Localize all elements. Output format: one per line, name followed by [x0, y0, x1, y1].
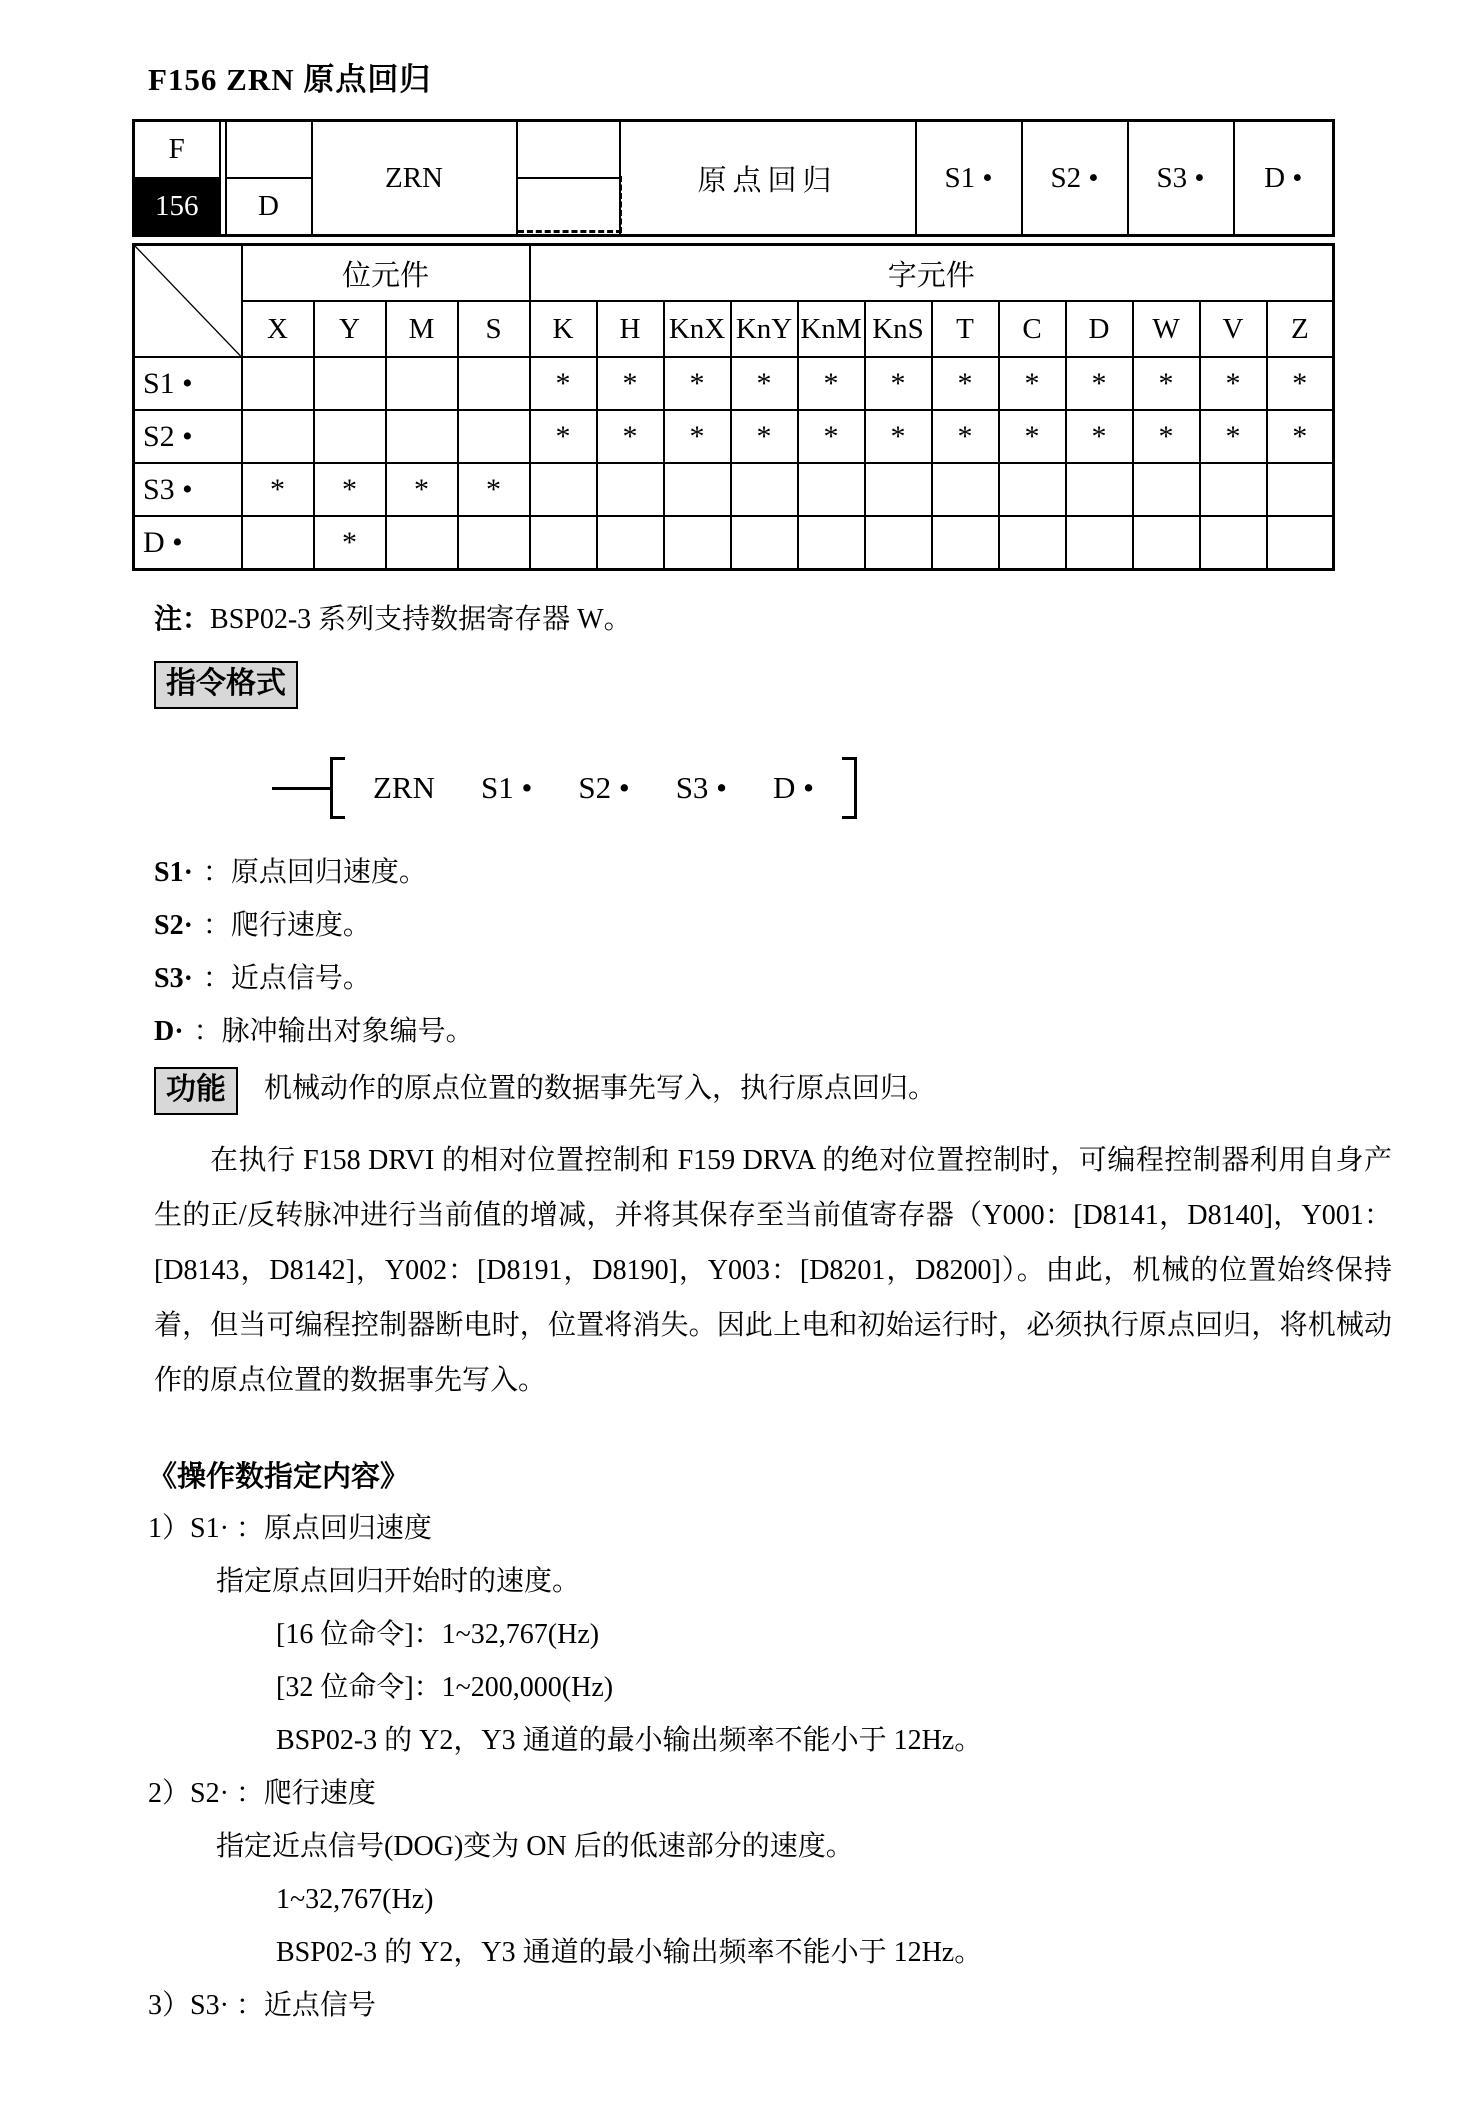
device-column-headers — [134, 301, 1334, 357]
param-desc: ：脉冲输出对象编号。 — [193, 1016, 474, 1047]
col-header-s: S — [458, 301, 530, 357]
function-section-label: 功能 — [154, 1067, 238, 1115]
col-header-h: H — [597, 301, 664, 357]
device-cell — [664, 516, 731, 570]
note-text: BSP02-3 系列支持数据寄存器 W。 — [210, 604, 632, 635]
device-cell: * — [865, 410, 932, 463]
col-header-knm: KnM — [798, 301, 865, 357]
device-cell — [798, 463, 865, 516]
param-desc: ：爬行速度。 — [202, 910, 371, 941]
device-cell — [386, 357, 458, 410]
device-cell — [597, 516, 664, 570]
function-paragraph: 在执行 F158 DRVI 的相对位置控制和 F159 DRVA 的绝对位置控制时，可编程控制器利用自身产生的正/反转脉冲进行当前值的增减，并将其保存至当前值寄存器（Y000：[D8141，D8140]，Y001：[D8143，D8142]，Y002：[D8191，D8190]，Y003：[D8201，D8200]）。由此，机械的位置始终保持着，但当可编程控制器断电时，位置将消失。因此上电和初始运行时，必须执行原点回归，将机械动作的原点位置的数据事先写入。 — [154, 1145, 1392, 1396]
device-cell — [314, 357, 386, 410]
ladder-operand-s1: S1 • — [481, 770, 533, 805]
note-label: 注： — [154, 604, 211, 635]
device-cell: * — [731, 357, 798, 410]
device-cell: * — [1267, 410, 1334, 463]
device-cell: * — [314, 516, 386, 570]
device-cell — [1133, 463, 1200, 516]
device-cell: * — [314, 463, 386, 516]
instruction-header-table — [132, 119, 1332, 237]
note — [154, 597, 1394, 637]
col-header-y: Y — [314, 301, 386, 357]
param-desc: ：原点回归速度。 — [202, 857, 427, 888]
ladder-wire — [272, 787, 330, 790]
device-cell — [999, 516, 1066, 570]
col-header-d: D — [1066, 301, 1133, 357]
device-cell — [865, 516, 932, 570]
operand-item-line: BSP02-3 的 Y2，Y3 通道的最小输出频率不能小于 12Hz。 — [276, 1937, 983, 1968]
device-cell — [386, 516, 458, 570]
dword-flag-cell: D — [226, 178, 312, 236]
device-cell: * — [798, 410, 865, 463]
device-cell — [1066, 463, 1133, 516]
device-row-s2 — [134, 410, 1334, 463]
col-header-c: C — [999, 301, 1066, 357]
col-header-kny: KnY — [731, 301, 798, 357]
col-header-z: Z — [1267, 301, 1334, 357]
operand-item-2 — [132, 1774, 1394, 1972]
operand-header-d: D • — [1234, 121, 1334, 236]
device-cell — [731, 463, 798, 516]
device-row-d — [134, 516, 1334, 570]
device-cell: * — [999, 357, 1066, 410]
device-cell: * — [242, 463, 314, 516]
operand-item-title: 2）S2· ：爬行速度 — [148, 1778, 376, 1809]
ladder-operand-s3: S3 • — [675, 770, 728, 805]
device-cell — [597, 463, 664, 516]
device-cell — [386, 410, 458, 463]
operand-item-line: 指定原点回归开始时的速度。 — [216, 1566, 581, 1597]
operand-item-line: [16 位命令]：1~32,767(Hz) — [276, 1619, 600, 1650]
device-cell — [1200, 516, 1267, 570]
diagonal-header-cell — [134, 245, 242, 358]
param-label: S3· — [154, 963, 193, 994]
device-row-s3 — [134, 463, 1334, 516]
param-s1 — [154, 855, 1394, 891]
col-header-kns: KnS — [865, 301, 932, 357]
device-cell — [458, 410, 530, 463]
operand-item-line: BSP02-3 的 Y2，Y3 通道的最小输出频率不能小于 12Hz。 — [276, 1725, 983, 1756]
device-cell — [242, 410, 314, 463]
bit-device-group-header: 位元件 — [242, 245, 530, 302]
operand-header-s2: S2 • — [1022, 121, 1128, 236]
device-cell: * — [386, 463, 458, 516]
device-cell: * — [798, 357, 865, 410]
device-table — [132, 243, 1335, 571]
operand-header-s3: S3 • — [1128, 121, 1234, 236]
operand-item-1 — [132, 1509, 1394, 1760]
device-cell: * — [865, 357, 932, 410]
operand-item-line: 1~32,767(Hz) — [276, 1884, 434, 1915]
device-cell: * — [530, 410, 597, 463]
operand-descriptions — [154, 855, 1394, 1050]
mnemonic-cell: ZRN — [312, 121, 517, 236]
device-cell — [1133, 516, 1200, 570]
operand-item-line: [32 位命令]：1~200,000(Hz) — [276, 1672, 614, 1703]
device-cell — [664, 463, 731, 516]
device-cell — [458, 357, 530, 410]
col-header-x: X — [242, 301, 314, 357]
col-header-v: V — [1200, 301, 1267, 357]
param-s2 — [154, 908, 1394, 944]
col-header-m: M — [386, 301, 458, 357]
device-cell: * — [999, 410, 1066, 463]
operand-item-title: 1）S1· ：原点回归速度 — [148, 1513, 432, 1544]
device-cell — [999, 463, 1066, 516]
device-cell: * — [664, 410, 731, 463]
device-cell — [314, 410, 386, 463]
row-label-s1: S1 • — [134, 357, 242, 410]
format-section-label: 指令格式 — [154, 661, 298, 709]
function-summary: 机械动作的原点位置的数据事先写入，执行原点回归。 — [264, 1073, 937, 1104]
device-cell: * — [664, 357, 731, 410]
diagonal-line-icon — [135, 246, 241, 356]
device-cell — [932, 463, 999, 516]
operand-item-3 — [132, 1986, 1394, 2025]
instruction-name-cell: 原点回归 — [620, 121, 916, 236]
device-cell — [242, 357, 314, 410]
device-cell: * — [458, 463, 530, 516]
col-header-knx: KnX — [664, 301, 731, 357]
pulse-flag-empty-cell — [517, 121, 620, 179]
col-header-t: T — [932, 301, 999, 357]
param-label: S2· — [154, 910, 193, 941]
device-cell — [242, 516, 314, 570]
device-cell — [798, 516, 865, 570]
device-cell: * — [1200, 410, 1267, 463]
device-cell: * — [597, 357, 664, 410]
param-label: S1· — [154, 857, 193, 888]
device-cell: * — [1133, 357, 1200, 410]
device-cell — [731, 516, 798, 570]
device-cell — [530, 463, 597, 516]
device-row-s1 — [134, 357, 1334, 410]
right-bracket-icon — [842, 757, 857, 819]
device-cell: * — [932, 410, 999, 463]
operand-item-line: 指定近点信号(DOG)变为 ON 后的低速部分的速度。 — [216, 1831, 854, 1862]
row-label-d: D • — [134, 516, 242, 570]
func-letter-cell: F — [134, 121, 220, 179]
param-desc: ：近点信号。 — [202, 963, 371, 994]
row-label-s3: S3 • — [134, 463, 242, 516]
operand-header-s1: S1 • — [916, 121, 1022, 236]
left-bracket-icon — [330, 757, 345, 819]
pulse-variant-cell — [517, 178, 620, 236]
device-cell: * — [932, 357, 999, 410]
func-number-cell: 156 — [134, 178, 220, 236]
param-s3 — [154, 961, 1394, 997]
function-section — [154, 1067, 1394, 1115]
device-cell: * — [1200, 357, 1267, 410]
param-d — [154, 1014, 1394, 1050]
device-cell — [932, 516, 999, 570]
device-cell — [1267, 463, 1334, 516]
ladder-operand-d: D • — [773, 770, 815, 805]
device-cell: * — [597, 410, 664, 463]
device-cell — [530, 516, 597, 570]
col-header-w: W — [1133, 301, 1200, 357]
device-cell: * — [731, 410, 798, 463]
col-header-k: K — [530, 301, 597, 357]
device-cell: * — [1267, 357, 1334, 410]
device-cell: * — [1066, 357, 1133, 410]
operand-section-heading: 《操作数指定内容》 — [148, 1461, 410, 1493]
ladder-diagram — [272, 755, 1394, 821]
dword-flag-empty-cell — [226, 121, 312, 179]
device-cell — [458, 516, 530, 570]
device-cell: * — [1066, 410, 1133, 463]
device-cell: * — [1133, 410, 1200, 463]
operand-item-title: 3）S3· ：近点信号 — [148, 1990, 376, 2021]
ladder-mnemonic: ZRN — [373, 770, 435, 805]
device-cell — [1267, 516, 1334, 570]
device-cell: * — [530, 357, 597, 410]
param-label: D· — [154, 1016, 184, 1047]
page-title: F156 ZRN 原点回归 — [148, 62, 432, 97]
word-device-group-header: 字元件 — [530, 245, 1334, 302]
row-label-s2: S2 • — [134, 410, 242, 463]
device-cell — [865, 463, 932, 516]
ladder-instruction — [345, 770, 842, 806]
device-cell — [1066, 516, 1133, 570]
ladder-operand-s2: S2 • — [578, 770, 630, 805]
device-cell — [1200, 463, 1267, 516]
